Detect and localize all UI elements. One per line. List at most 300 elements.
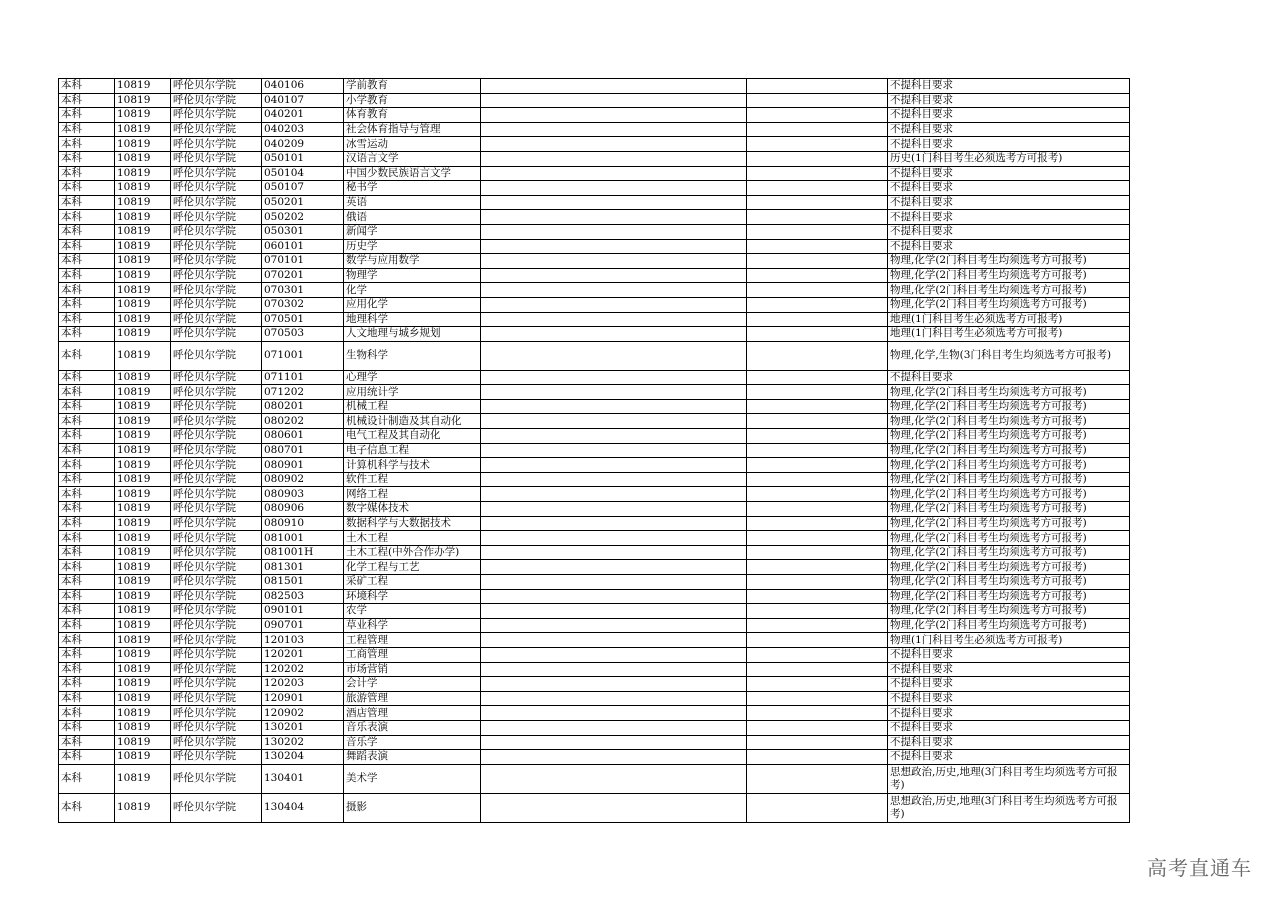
cell-major-code: 120201	[262, 647, 344, 662]
cell-subject-requirement: 物理,化学(2门科目考生均须选考方可报考)	[888, 502, 1130, 517]
table-row	[59, 79, 1130, 94]
cell-school-name: 呼伦贝尔学院	[171, 720, 262, 735]
cell-school-name: 呼伦贝尔学院	[171, 647, 262, 662]
cell-blank	[481, 224, 747, 239]
cell-school-name: 呼伦贝尔学院	[171, 283, 262, 298]
cell-subject-requirement: 不提科目要求	[888, 706, 1130, 721]
cell-major-code: 070501	[262, 312, 344, 327]
cell-level: 本科	[59, 706, 115, 721]
cell-school-code: 10819	[115, 735, 171, 750]
cell-blank	[747, 750, 888, 765]
cell-school-name: 呼伦贝尔学院	[171, 691, 262, 706]
cell-school-code: 10819	[115, 750, 171, 765]
cell-school-name: 呼伦贝尔学院	[171, 429, 262, 444]
cell-subject-requirement: 不提科目要求	[888, 181, 1130, 196]
cell-subject-requirement: 物理,化学(2门科目考生均须选考方可报考)	[888, 487, 1130, 502]
table-row	[59, 370, 1130, 385]
cell-blank	[747, 691, 888, 706]
cell-major-name: 学前教育	[344, 79, 481, 94]
cell-major-name: 心理学	[344, 370, 481, 385]
cell-level: 本科	[59, 429, 115, 444]
table-row	[59, 677, 1130, 692]
cell-blank	[747, 224, 888, 239]
cell-blank	[481, 735, 747, 750]
cell-level: 本科	[59, 735, 115, 750]
cell-level: 本科	[59, 604, 115, 619]
cell-school-code: 10819	[115, 618, 171, 633]
cell-major-code: 070503	[262, 327, 344, 342]
cell-school-code: 10819	[115, 399, 171, 414]
cell-school-name: 呼伦贝尔学院	[171, 604, 262, 619]
cell-level: 本科	[59, 677, 115, 692]
cell-school-name: 呼伦贝尔学院	[171, 399, 262, 414]
cell-school-code: 10819	[115, 764, 171, 793]
cell-school-code: 10819	[115, 195, 171, 210]
cell-major-code: 082503	[262, 589, 344, 604]
cell-major-name: 冰雪运动	[344, 137, 481, 152]
cell-subject-requirement: 不提科目要求	[888, 370, 1130, 385]
cell-blank	[747, 341, 888, 370]
cell-blank	[481, 706, 747, 721]
cell-major-name: 体育教育	[344, 108, 481, 123]
cell-subject-requirement: 不提科目要求	[888, 195, 1130, 210]
cell-major-code: 040209	[262, 137, 344, 152]
cell-blank	[481, 254, 747, 269]
table-row	[59, 151, 1130, 166]
cell-school-name: 呼伦贝尔学院	[171, 458, 262, 473]
cell-blank	[747, 516, 888, 531]
table-row	[59, 545, 1130, 560]
cell-blank	[747, 589, 888, 604]
cell-blank	[481, 633, 747, 648]
cell-level: 本科	[59, 268, 115, 283]
cell-level: 本科	[59, 545, 115, 560]
cell-major-code: 060101	[262, 239, 344, 254]
cell-major-code: 040201	[262, 108, 344, 123]
table-row	[59, 181, 1130, 196]
cell-blank	[481, 531, 747, 546]
cell-major-code: 040106	[262, 79, 344, 94]
cell-major-name: 农学	[344, 604, 481, 619]
cell-major-code: 130401	[262, 764, 344, 793]
cell-major-code: 080902	[262, 472, 344, 487]
cell-level: 本科	[59, 443, 115, 458]
cell-blank	[747, 166, 888, 181]
table-row	[59, 458, 1130, 473]
table-row	[59, 283, 1130, 298]
cell-major-name: 土木工程(中外合作办学)	[344, 545, 481, 560]
cell-school-name: 呼伦贝尔学院	[171, 370, 262, 385]
cell-blank	[747, 370, 888, 385]
cell-school-name: 呼伦贝尔学院	[171, 181, 262, 196]
cell-school-code: 10819	[115, 137, 171, 152]
cell-subject-requirement: 不提科目要求	[888, 647, 1130, 662]
cell-level: 本科	[59, 122, 115, 137]
cell-major-code: 050101	[262, 151, 344, 166]
cell-school-code: 10819	[115, 93, 171, 108]
cell-major-code: 120902	[262, 706, 344, 721]
cell-major-name: 音乐学	[344, 735, 481, 750]
cell-blank	[747, 399, 888, 414]
cell-subject-requirement: 物理(1门科目考生必须选考方可报考)	[888, 633, 1130, 648]
cell-major-name: 网络工程	[344, 487, 481, 502]
cell-school-code: 10819	[115, 720, 171, 735]
cell-school-name: 呼伦贝尔学院	[171, 122, 262, 137]
cell-blank	[747, 677, 888, 692]
cell-major-code: 081301	[262, 560, 344, 575]
cell-major-name: 物理学	[344, 268, 481, 283]
cell-school-code: 10819	[115, 414, 171, 429]
cell-blank	[747, 79, 888, 94]
cell-subject-requirement: 不提科目要求	[888, 691, 1130, 706]
cell-level: 本科	[59, 458, 115, 473]
cell-school-name: 呼伦贝尔学院	[171, 79, 262, 94]
cell-blank	[747, 560, 888, 575]
cell-blank	[747, 181, 888, 196]
cell-major-code: 040203	[262, 122, 344, 137]
table-row	[59, 560, 1130, 575]
cell-subject-requirement: 不提科目要求	[888, 108, 1130, 123]
cell-subject-requirement: 物理,化学(2门科目考生均须选考方可报考)	[888, 575, 1130, 590]
cell-blank	[747, 385, 888, 400]
cell-school-code: 10819	[115, 458, 171, 473]
table-row	[59, 385, 1130, 400]
cell-subject-requirement: 不提科目要求	[888, 166, 1130, 181]
table-row	[59, 166, 1130, 181]
cell-subject-requirement: 不提科目要求	[888, 750, 1130, 765]
cell-subject-requirement: 物理,化学(2门科目考生均须选考方可报考)	[888, 589, 1130, 604]
cell-level: 本科	[59, 618, 115, 633]
cell-school-code: 10819	[115, 151, 171, 166]
cell-subject-requirement: 物理,化学(2门科目考生均须选考方可报考)	[888, 443, 1130, 458]
cell-blank	[747, 531, 888, 546]
cell-major-code: 130204	[262, 750, 344, 765]
cell-level: 本科	[59, 662, 115, 677]
cell-school-name: 呼伦贝尔学院	[171, 618, 262, 633]
cell-blank	[747, 122, 888, 137]
cell-subject-requirement: 物理,化学(2门科目考生均须选考方可报考)	[888, 560, 1130, 575]
cell-major-name: 数学与应用数学	[344, 254, 481, 269]
cell-subject-requirement: 不提科目要求	[888, 677, 1130, 692]
cell-school-code: 10819	[115, 239, 171, 254]
table-row	[59, 268, 1130, 283]
table-row	[59, 502, 1130, 517]
cell-school-code: 10819	[115, 575, 171, 590]
cell-major-code: 130404	[262, 793, 344, 822]
cell-blank	[747, 210, 888, 225]
cell-level: 本科	[59, 472, 115, 487]
cell-major-name: 音乐表演	[344, 720, 481, 735]
cell-school-name: 呼伦贝尔学院	[171, 268, 262, 283]
cell-blank	[481, 108, 747, 123]
cell-major-name: 俄语	[344, 210, 481, 225]
table-row	[59, 706, 1130, 721]
cell-major-name: 机械设计制造及其自动化	[344, 414, 481, 429]
cell-school-name: 呼伦贝尔学院	[171, 166, 262, 181]
cell-school-name: 呼伦贝尔学院	[171, 151, 262, 166]
cell-blank	[747, 647, 888, 662]
table-row	[59, 414, 1130, 429]
table-row	[59, 633, 1130, 648]
table-row	[59, 254, 1130, 269]
cell-level: 本科	[59, 151, 115, 166]
cell-blank	[481, 297, 747, 312]
cell-blank	[481, 750, 747, 765]
cell-level: 本科	[59, 720, 115, 735]
cell-major-code: 050107	[262, 181, 344, 196]
cell-major-name: 历史学	[344, 239, 481, 254]
table-row	[59, 108, 1130, 123]
cell-subject-requirement: 地理(1门科目考生必须选考方可报考)	[888, 327, 1130, 342]
cell-blank	[481, 458, 747, 473]
cell-blank	[747, 254, 888, 269]
cell-subject-requirement: 不提科目要求	[888, 122, 1130, 137]
cell-school-name: 呼伦贝尔学院	[171, 385, 262, 400]
cell-major-name: 电气工程及其自动化	[344, 429, 481, 444]
cell-blank	[481, 793, 747, 822]
cell-subject-requirement: 物理,化学(2门科目考生均须选考方可报考)	[888, 399, 1130, 414]
cell-blank	[747, 502, 888, 517]
cell-level: 本科	[59, 195, 115, 210]
cell-major-name: 小学教育	[344, 93, 481, 108]
cell-major-name: 社会体育指导与管理	[344, 122, 481, 137]
cell-subject-requirement: 不提科目要求	[888, 662, 1130, 677]
cell-major-code: 130202	[262, 735, 344, 750]
cell-blank	[481, 604, 747, 619]
cell-major-name: 工程管理	[344, 633, 481, 648]
cell-level: 本科	[59, 283, 115, 298]
cell-school-name: 呼伦贝尔学院	[171, 706, 262, 721]
cell-subject-requirement: 物理,化学,生物(3门科目考生均须选考方可报考)	[888, 341, 1130, 370]
cell-major-name: 摄影	[344, 793, 481, 822]
cell-major-code: 120901	[262, 691, 344, 706]
cell-subject-requirement: 不提科目要求	[888, 224, 1130, 239]
cell-subject-requirement: 地理(1门科目考生必须选考方可报考)	[888, 312, 1130, 327]
cell-major-name: 地理科学	[344, 312, 481, 327]
cell-major-code: 070302	[262, 297, 344, 312]
cell-subject-requirement: 物理,化学(2门科目考生均须选考方可报考)	[888, 545, 1130, 560]
cell-level: 本科	[59, 589, 115, 604]
table-row	[59, 691, 1130, 706]
cell-school-code: 10819	[115, 443, 171, 458]
cell-school-code: 10819	[115, 545, 171, 560]
table-row	[59, 575, 1130, 590]
table-row	[59, 122, 1130, 137]
table-row	[59, 341, 1130, 370]
cell-major-name: 应用化学	[344, 297, 481, 312]
table-row	[59, 312, 1130, 327]
cell-school-code: 10819	[115, 385, 171, 400]
table-row	[59, 137, 1130, 152]
cell-school-code: 10819	[115, 312, 171, 327]
cell-major-name: 秘书学	[344, 181, 481, 196]
cell-subject-requirement: 物理,化学(2门科目考生均须选考方可报考)	[888, 604, 1130, 619]
cell-school-name: 呼伦贝尔学院	[171, 677, 262, 692]
cell-school-name: 呼伦贝尔学院	[171, 443, 262, 458]
cell-school-name: 呼伦贝尔学院	[171, 793, 262, 822]
table-row	[59, 720, 1130, 735]
cell-blank	[481, 487, 747, 502]
cell-level: 本科	[59, 575, 115, 590]
table-row	[59, 589, 1130, 604]
cell-blank	[481, 443, 747, 458]
cell-school-name: 呼伦贝尔学院	[171, 560, 262, 575]
cell-blank	[481, 93, 747, 108]
cell-school-name: 呼伦贝尔学院	[171, 341, 262, 370]
table-row	[59, 297, 1130, 312]
cell-blank	[747, 458, 888, 473]
table-row	[59, 429, 1130, 444]
cell-major-code: 081001H	[262, 545, 344, 560]
cell-school-name: 呼伦贝尔学院	[171, 502, 262, 517]
cell-blank	[747, 239, 888, 254]
cell-blank	[747, 472, 888, 487]
cell-blank	[747, 545, 888, 560]
cell-level: 本科	[59, 224, 115, 239]
cell-level: 本科	[59, 531, 115, 546]
cell-blank	[747, 720, 888, 735]
cell-major-code: 071202	[262, 385, 344, 400]
cell-major-name: 英语	[344, 195, 481, 210]
cell-blank	[747, 327, 888, 342]
cell-school-name: 呼伦贝尔学院	[171, 195, 262, 210]
cell-school-code: 10819	[115, 181, 171, 196]
cell-blank	[481, 429, 747, 444]
cell-subject-requirement: 物理,化学(2门科目考生均须选考方可报考)	[888, 283, 1130, 298]
cell-level: 本科	[59, 181, 115, 196]
cell-blank	[481, 137, 747, 152]
cell-blank	[747, 108, 888, 123]
table-row	[59, 327, 1130, 342]
cell-subject-requirement: 物理,化学(2门科目考生均须选考方可报考)	[888, 516, 1130, 531]
table-row	[59, 487, 1130, 502]
cell-major-name: 软件工程	[344, 472, 481, 487]
table-row	[59, 399, 1130, 414]
cell-subject-requirement: 物理,化学(2门科目考生均须选考方可报考)	[888, 458, 1130, 473]
cell-subject-requirement: 不提科目要求	[888, 210, 1130, 225]
cell-major-name: 土木工程	[344, 531, 481, 546]
cell-blank	[481, 210, 747, 225]
cell-blank	[481, 79, 747, 94]
cell-major-name: 中国少数民族语言文学	[344, 166, 481, 181]
table-row	[59, 443, 1130, 458]
cell-blank	[747, 137, 888, 152]
cell-major-name: 采矿工程	[344, 575, 481, 590]
cell-level: 本科	[59, 254, 115, 269]
cell-blank	[747, 604, 888, 619]
cell-school-name: 呼伦贝尔学院	[171, 224, 262, 239]
cell-blank	[481, 720, 747, 735]
cell-major-code: 050202	[262, 210, 344, 225]
cell-major-code: 050201	[262, 195, 344, 210]
cell-school-code: 10819	[115, 283, 171, 298]
cell-major-name: 电子信息工程	[344, 443, 481, 458]
cell-level: 本科	[59, 210, 115, 225]
cell-major-name: 数据科学与大数据技术	[344, 516, 481, 531]
cell-school-name: 呼伦贝尔学院	[171, 210, 262, 225]
cell-level: 本科	[59, 166, 115, 181]
cell-blank	[481, 691, 747, 706]
cell-subject-requirement: 不提科目要求	[888, 720, 1130, 735]
cell-blank	[481, 618, 747, 633]
cell-school-code: 10819	[115, 604, 171, 619]
cell-blank	[747, 706, 888, 721]
cell-major-code: 081501	[262, 575, 344, 590]
cell-blank	[747, 662, 888, 677]
table-row	[59, 210, 1130, 225]
table-row	[59, 531, 1130, 546]
cell-school-name: 呼伦贝尔学院	[171, 239, 262, 254]
cell-subject-requirement: 物理,化学(2门科目考生均须选考方可报考)	[888, 429, 1130, 444]
cell-blank	[481, 662, 747, 677]
cell-school-code: 10819	[115, 224, 171, 239]
cell-blank	[481, 399, 747, 414]
cell-major-name: 化学工程与工艺	[344, 560, 481, 575]
cell-school-code: 10819	[115, 560, 171, 575]
cell-major-name: 生物科学	[344, 341, 481, 370]
cell-blank	[481, 414, 747, 429]
cell-subject-requirement: 思想政治,历史,地理(3门科目考生均须选考方可报考)	[888, 793, 1130, 822]
cell-major-code: 080601	[262, 429, 344, 444]
cell-school-code: 10819	[115, 166, 171, 181]
cell-major-code: 080903	[262, 487, 344, 502]
cell-blank	[481, 181, 747, 196]
cell-blank	[747, 283, 888, 298]
cell-blank	[481, 677, 747, 692]
table-row	[59, 604, 1130, 619]
cell-level: 本科	[59, 297, 115, 312]
cell-major-code: 090701	[262, 618, 344, 633]
cell-subject-requirement: 不提科目要求	[888, 79, 1130, 94]
cell-blank	[481, 647, 747, 662]
cell-school-name: 呼伦贝尔学院	[171, 472, 262, 487]
cell-level: 本科	[59, 487, 115, 502]
cell-major-code: 080202	[262, 414, 344, 429]
cell-major-name: 美术学	[344, 764, 481, 793]
cell-school-code: 10819	[115, 662, 171, 677]
cell-subject-requirement: 物理,化学(2门科目考生均须选考方可报考)	[888, 618, 1130, 633]
cell-level: 本科	[59, 691, 115, 706]
cell-school-code: 10819	[115, 341, 171, 370]
cell-major-code: 040107	[262, 93, 344, 108]
major-requirements-table	[58, 78, 1130, 823]
cell-blank	[481, 283, 747, 298]
cell-major-code: 080901	[262, 458, 344, 473]
cell-blank	[747, 793, 888, 822]
cell-school-code: 10819	[115, 531, 171, 546]
cell-school-name: 呼伦贝尔学院	[171, 516, 262, 531]
cell-major-name: 应用统计学	[344, 385, 481, 400]
cell-blank	[747, 618, 888, 633]
cell-major-code: 120203	[262, 677, 344, 692]
cell-level: 本科	[59, 633, 115, 648]
cell-school-name: 呼伦贝尔学院	[171, 633, 262, 648]
cell-school-name: 呼伦贝尔学院	[171, 662, 262, 677]
cell-school-code: 10819	[115, 502, 171, 517]
cell-major-code: 070301	[262, 283, 344, 298]
cell-major-code: 090101	[262, 604, 344, 619]
cell-school-name: 呼伦贝尔学院	[171, 414, 262, 429]
cell-blank	[747, 151, 888, 166]
cell-subject-requirement: 不提科目要求	[888, 137, 1130, 152]
cell-subject-requirement: 物理,化学(2门科目考生均须选考方可报考)	[888, 414, 1130, 429]
cell-blank	[481, 327, 747, 342]
cell-subject-requirement: 不提科目要求	[888, 239, 1130, 254]
cell-blank	[747, 633, 888, 648]
watermark-logo: 高考直通车	[1147, 856, 1252, 880]
cell-level: 本科	[59, 312, 115, 327]
table-row	[59, 195, 1130, 210]
